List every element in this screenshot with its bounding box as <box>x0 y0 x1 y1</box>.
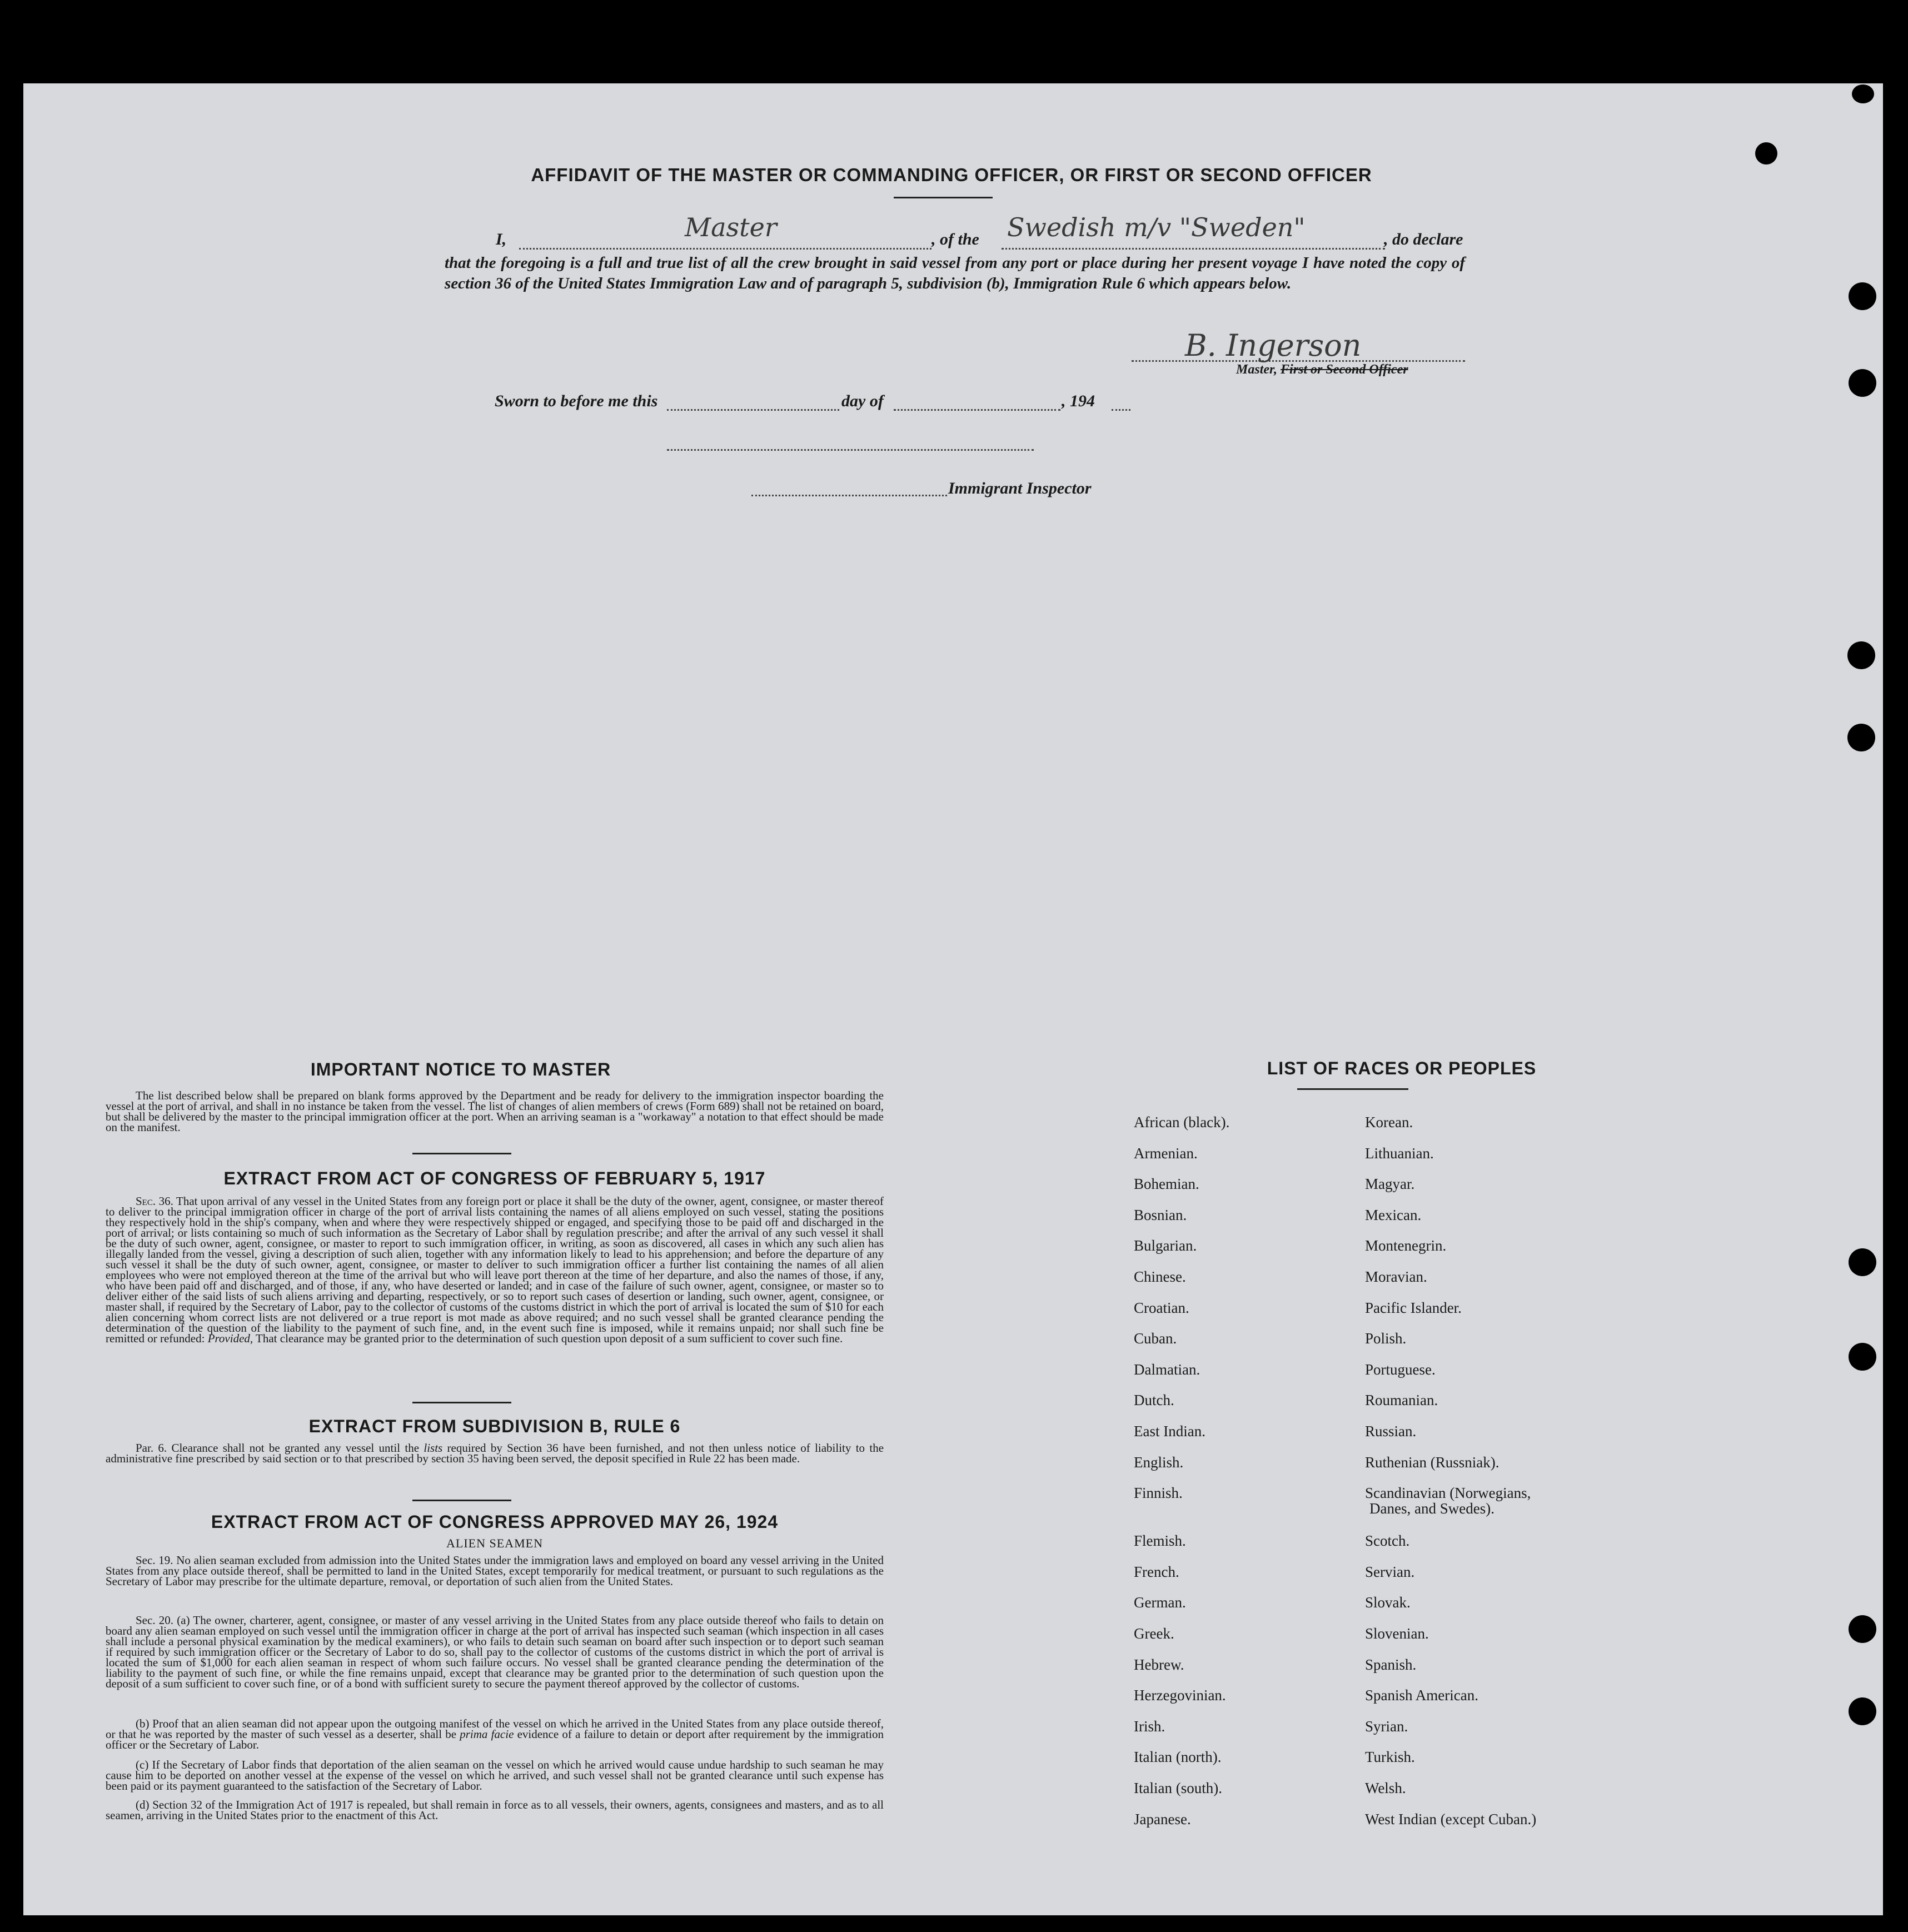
race-item: Bohemian. <box>1134 1176 1199 1193</box>
binder-hole <box>1849 1615 1876 1643</box>
race-item: Russian. <box>1365 1423 1417 1440</box>
race-item: Scandinavian (Norwegians, <box>1365 1485 1531 1502</box>
binder-hole <box>1849 282 1876 310</box>
race-item: Greek. <box>1134 1625 1174 1642</box>
race-item: Irish. <box>1134 1717 1165 1735</box>
race-item: Flemish. <box>1134 1532 1186 1550</box>
extract-1924-sec19: Sec. 19. No alien seaman excluded from admission into the United States under the immigration laws and employed on board any vessel arriving in the United States from any place outside thereof, shall be permitted to land in the United States, except temporarily for medical treatment, or pursuant to such regulations as the Secretary of Labor may prescribe for the ultimate departure, removal, or deportation of such alien from the United States. <box>106 1553 884 1588</box>
race-item: Syrian. <box>1365 1717 1408 1735</box>
race-item: Welsh. <box>1365 1780 1406 1796</box>
race-item: West Indian (except Cuban.) <box>1365 1810 1537 1828</box>
signature-caption: Master, First or Second Officer <box>1236 362 1408 377</box>
race-item: Spanish. <box>1365 1656 1417 1673</box>
race-item: English. <box>1134 1453 1184 1471</box>
race-item: Herzegovinian. <box>1134 1687 1226 1704</box>
race-item: German. <box>1134 1594 1186 1611</box>
race-item: Ruthenian (Russniak). <box>1365 1453 1500 1471</box>
race-item: Moravian. <box>1365 1268 1427 1285</box>
race-item: Croatian. <box>1134 1299 1189 1316</box>
race-item: French. <box>1134 1563 1179 1580</box>
race-item: Chinese. <box>1134 1268 1186 1285</box>
race-item: Magyar. <box>1365 1176 1415 1193</box>
affidavit-line1-declare: , do declare <box>1384 230 1463 248</box>
document-page <box>23 83 1883 1915</box>
notice-title: IMPORTANT NOTICE TO MASTER <box>310 1059 611 1079</box>
affidavit-title-rule <box>894 197 993 198</box>
race-item: Armenian. <box>1134 1144 1198 1162</box>
immigrant-inspector-label: Immigrant Inspector <box>948 479 1092 497</box>
extract-rule6-title: EXTRACT FROM SUBDIVISION B, RULE 6 <box>308 1416 681 1436</box>
race-item: Slovak. <box>1365 1594 1411 1611</box>
extract-1924-sec20d: (d) Section 32 of the Immigration Act of 1917 is repealed, but shall remain in force as to all vessels, their owners, agents, consignees and masters, and as to all seamen, arriving in the United States prior to the enactment of this Act. <box>106 1798 884 1822</box>
race-item: Dutch. <box>1134 1392 1174 1409</box>
race-item: Montenegrin. <box>1365 1237 1447 1254</box>
affidavit-line1-of: , of the <box>931 230 979 248</box>
race-item: Portuguese. <box>1365 1361 1436 1378</box>
extract-1924-title: EXTRACT FROM ACT OF CONGRESS APPROVED MAY 26, 1924 <box>211 1512 779 1532</box>
binder-hole <box>1847 724 1875 751</box>
binder-hole <box>1849 369 1876 397</box>
extract-1924-subtitle: ALIEN SEAMEN <box>446 1536 543 1550</box>
race-item: Mexican. <box>1365 1206 1422 1223</box>
extract-rule6-text: Par. 6. Clearance shall not be granted any vessel until the lists required by Section 36 have been furnished, and not then unless notice of liability to the administrative fine prescribed by said section or to that prescribed by section 35 having been served, the deposit specified in Rule 22 has been made. <box>106 1441 884 1465</box>
race-item: Italian (north). <box>1134 1749 1222 1766</box>
race-item: Roumanian. <box>1365 1392 1438 1409</box>
sworn-text: Sworn to before me this <box>495 392 658 410</box>
extract-1924-sec20b: (b) Proof that an alien seaman did not appear upon the outgoing manifest of the vessel on which he arrived in the United States from any place outside thereof, or that he was reported by the master of such vessel as a deserter, shall be prima facie evidence of a failure to detain or deport after requirement by the immigration officer or the Secretary of Labor. <box>106 1717 884 1751</box>
race-item: Turkish. <box>1365 1749 1415 1766</box>
sworn-year: , 194 <box>1062 392 1095 410</box>
race-item: Italian (south). <box>1134 1780 1222 1796</box>
race-item: Slovenian. <box>1365 1625 1429 1642</box>
race-item: East Indian. <box>1134 1423 1205 1440</box>
affidavit-paragraph: that the foregoing is a full and true list of all the crew brought in said vessel from any port or place during her present voyage I have noted the copy of section 36 of the United States Immigration Law and of paragraph 5, subdivision (b), Immigration Rule 6 which appears below. <box>445 254 1465 292</box>
affidavit-line1-i: I, <box>496 230 507 248</box>
affidavit-vessel-handwritten: Swedish m/v "Sweden" <box>1007 212 1306 242</box>
extract-1917-title: EXTRACT FROM ACT OF CONGRESS OF FEBRUARY 5, 1917 <box>223 1168 766 1188</box>
race-item: Dalmatian. <box>1134 1361 1200 1378</box>
extract-1924-sec20a: Sec. 20. (a) The owner, charterer, agent, consignee, or master of any vessel arriving in the United States from any place outside thereof who fails to detain on board any alien seaman employed on such vessel until the immigration officer in charge at the port of arrival has inspected such seaman (which inspection in all cases shall include a personal physical examination by the medical examiners), or who fails to detain such seaman on board after such inspection or to deport such seaman if required by such immigration officer or the Secretary of Labor to do so, shall pay to the collector of customs of the customs district in which the port of arrival is located the sum of $1,000 for each alien seaman in respect of whom such failure occurs. No vessel shall be granted clearance pending the determination of the liability to the payment of such fine, or while the fine remains unpaid, except that clearance may be granted prior to the determination of such question upon the deposit of a sum sufficient to cover such fine, or of a bond with sufficient surety to secure the payment thereof approved by the collector of customs. <box>106 1614 884 1690</box>
race-item: African (black). <box>1134 1114 1230 1131</box>
race-item: Japanese. <box>1134 1810 1191 1828</box>
binder-hole <box>1849 1248 1876 1276</box>
race-item: Korean. <box>1365 1114 1413 1131</box>
race-item: Hebrew. <box>1134 1656 1184 1673</box>
race-item: Polish. <box>1365 1330 1407 1347</box>
race-scandinavian-continued: Danes, and Swedes). <box>1369 1500 1494 1517</box>
race-item: Lithuanian. <box>1365 1144 1434 1162</box>
races-title: LIST OF RACES OR PEOPLES <box>1267 1058 1537 1078</box>
sworn-day-of: day of <box>841 392 884 410</box>
race-item: Finnish. <box>1134 1485 1183 1502</box>
race-item: Scotch. <box>1365 1532 1410 1550</box>
extract-1924-sec20c: (c) If the Secretary of Labor finds that deportation of the alien seaman on the vessel on which he arrived would cause undue hardship to such seaman he may cause him to be deported on another vessel at the expense of the vessel on which he arrived, and such vessel shall not be granted clearance until such expense has been paid or its payment guaranteed to the satisfaction of the Secretary of Labor. <box>106 1758 884 1792</box>
affidavit-title: AFFIDAVIT OF THE MASTER OR COMMANDING OFFICER, OR FIRST OR SECOND OFFICER <box>531 165 1372 185</box>
binder-hole <box>1847 641 1875 669</box>
race-item: Pacific Islander. <box>1365 1299 1462 1316</box>
affidavit-master-handwritten: Master <box>685 212 777 242</box>
binder-hole <box>1852 84 1874 103</box>
notice-text: The list described below shall be prepared on blank forms approved by the Department and be ready for delivery to the immigration inspector boarding the vessel at the port of arrival, and shall in no instance be taken from the vessel. The list of changes of alien members of crews (Form 689) shall not be retained on board, but shall be delivered by the master to the principal immigration officer at the port. When an arriving seaman is a "workaway" a notation to that effect should be made on the manifest. <box>106 1089 884 1134</box>
binder-hole <box>1849 1343 1876 1371</box>
race-item: Cuban. <box>1134 1330 1177 1347</box>
binder-hole <box>1849 1697 1876 1725</box>
race-item: Bosnian. <box>1134 1206 1187 1223</box>
master-signature: B. Ingerson <box>1185 328 1362 363</box>
race-item: Servian. <box>1365 1563 1415 1580</box>
binder-hole <box>1755 142 1777 165</box>
extract-1917-text: Sec. 36. That upon arrival of any vessel in the United States from any foreign port or place it shall be the duty of the owner, agent, consignee, or master thereof to deliver to the principal immigration officer in charge of the port of arrival lists containing the names of all aliens employed on such vessel, stating the positions they respectively hold in the ship's company, when and where they were respectively shipped or engaged, and specifying those to be paid off and discharged in the port of arrival; or lists containing so much of such information as the Secretary of Labor shall by regulation prescribe; and after the arrival of any such vessel it shall be the duty of such owner, agent, consignee, or master to report to such immigration officer, in writing, as soon as discovered, all cases in which any such alien has illegally landed from the vessel, giving a description of such alien, together with any information likely to lead to his apprehension; and before the departure of any such vessel it shall be the duty of such owner, agent, consignee, or master to deliver to such immigration officer a further list containing the names of all alien employees who were not employed thereon at the time of the arrival but who will leave port thereon at the time of her departure, and also the names of those, if any, who have been paid off and discharged, and of those, if any, who have deserted or landed; and in case of the failure of such owner, agent, consignee, or master so to deliver either of the said lists of such aliens arriving and departing, respectively, or so to report such cases of desertion or landing, such owner, agent, consignee, or master shall, if required by the Secretary of Labor, pay to the collector of customs of the customs district in which the port of arrival is located the sum of $10 for each alien concerning whom correct lists are not delivered or a true report is mot made as above required; and no such vessel shall be granted clearance pending the determination of the question of the liability to the payment of such fine, and, in the event such fine is imposed, while it remains unpaid; nor shall such fine be remitted or refunded: Provided, That clearance may be granted prior to the determination of such question upon deposit of a sum sufficient to cover such fine. <box>106 1194 884 1345</box>
race-item: Spanish American. <box>1365 1687 1478 1704</box>
race-item: Bulgarian. <box>1134 1237 1197 1254</box>
